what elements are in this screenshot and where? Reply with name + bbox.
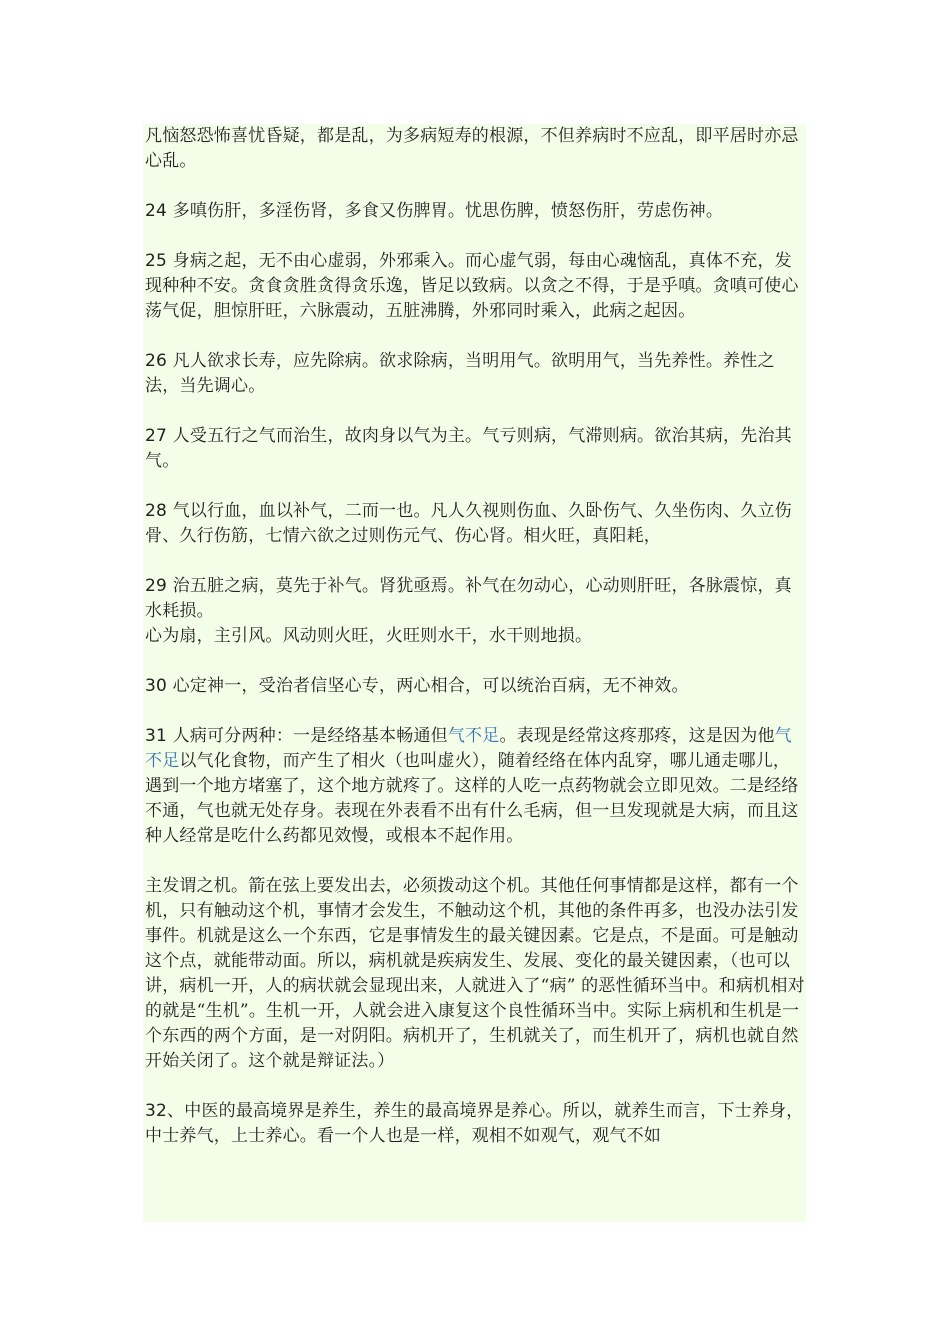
paragraph-text: 主发谓之机。箭在弦上要发出去，必须拨动这个机。其他任何事情都是这样，都有一个机，只有触动这个机，事情才会发生，不触动这个机，其他的条件再多，也没办法引发事件。机就是这么一个东西，它是事情发生的最关键因素。它是点，不是面。可是触动这个点，就能带动面。所以，病机就是疾病发生、发展、变化的最关键因素，（也可以讲，病机一开，人的病状就会显现出来，人就进入了“病” 的恶性循环当中。和病机相对的就是“生机”。生机一开，人就会进入康复这个良性循环当中。实际上病机和生机是一个东西的两个方面，是一对阴阳。病机开了，生机就关了，而生机开了，病机也就自然开始关闭了。这个就是辩证法。） (145, 876, 805, 1071)
paragraph-text: 心定神一，受治者信坚心专，两心相合，可以统治百病，无不神效。 (172, 676, 689, 696)
paragraph-number: 29 (145, 576, 168, 596)
paragraph-31 (145, 724, 806, 849)
paragraph-number: 28 (145, 501, 168, 521)
paragraph-text-segment-1: 人病可分两种：一是经络基本畅通但 (172, 726, 448, 746)
paragraph-25 (145, 249, 806, 324)
paragraph-text-line-2: 心为扇，主引风。风动则火旺，火旺则水干，水干则地损。 (145, 626, 593, 646)
qi-deficiency-link-2[interactable]: 气不足 (145, 726, 792, 771)
paragraph-text: 凡人欲求长寿，应先除病。欲求除病，当明用气。欲明用气，当先养性。养性之法，当先调心。 (145, 351, 775, 396)
paragraph-text: 多嗔伤肝，多淫伤肾，多食又伤脾胃。忧思伤脾，愤怒伤肝，劳虑伤神。 (172, 201, 724, 221)
document-content-clip (143, 124, 806, 1222)
document-page (143, 124, 806, 1222)
paragraph-text: 凡恼怒恐怖喜忧昏疑，都是乱，为多病短寿的根源，不但养病时不应乱，即平居时亦忌心乱。 (145, 126, 799, 171)
document-content (143, 124, 806, 1149)
paragraph-26 (145, 349, 806, 399)
paragraph-ji (145, 874, 806, 1074)
paragraph-number: 26 (145, 351, 168, 371)
paragraph-29 (145, 574, 806, 649)
paragraph-number: 31 (145, 726, 168, 746)
paragraph-number: 30 (145, 676, 168, 696)
paragraph-text: 治五脏之病，莫先于补气。肾犹亟焉。补气在勿动心，心动则肝旺，各脉震惊，真水耗损。 (145, 576, 792, 621)
paragraph-28 (145, 499, 806, 549)
paragraph-number: 27 (145, 426, 168, 446)
paragraph-number: 25 (145, 251, 168, 271)
paragraph-text: 身病之起，无不由心虚弱，外邪乘入。而心虚气弱，每由心魂恼乱，真体不充，发现种种不安。贪食贪胜贪得贪乐逸，皆足以致病。以贪之不得，于是乎嗔。贪嗔可使心荡气促，胆惊肝旺，六脉震动，五脏沸腾，外邪同时乘入，此病之起因。 (145, 251, 799, 321)
paragraph-27 (145, 424, 806, 474)
paragraph-30 (145, 674, 806, 699)
paragraph-number: 32 (145, 1101, 168, 1121)
paragraph-text: 人受五行之气而治生，故肉身以气为主。气亏则病，气滞则病。欲治其病，先治其气。 (145, 426, 792, 471)
paragraph-32 (145, 1099, 806, 1149)
paragraph-text-segment-3: 以气化食物，而产生了相火（也叫虚火），随着经络在体内乱穿，哪儿通走哪儿，遇到一个地方堵塞了，这个地方就疼了。这样的人吃一点药物就会立即见效。二是经络不通，气也就无处存身。表现在外表看不出有什么毛病，但一旦发现就是大病，而且这种人经常是吃什么药都见效慢，或根本不起作用。 (145, 751, 799, 846)
qi-deficiency-link-1[interactable]: 气不足 (447, 726, 500, 746)
paragraph-24 (145, 199, 806, 224)
paragraph-23 (145, 124, 806, 174)
paragraph-text: 、中医的最高境界是养生，养生的最高境界是养心。所以，就养生而言，下士养身，中士养气，上士养心。看一个人也是一样，观相不如观气，观气不如 (145, 1101, 804, 1146)
paragraph-text: 气以行血，血以补气，二而一也。凡人久视则伤血、久卧伤气、久坐伤肉、久立伤骨、久行伤筋，七情六欲之过则伤元气、伤心肾。相火旺，真阳耗， (145, 501, 792, 546)
paragraph-number: 24 (145, 201, 168, 221)
paragraph-text-segment-2: 。表现是经常这疼那疼，这是因为他 (499, 726, 775, 746)
